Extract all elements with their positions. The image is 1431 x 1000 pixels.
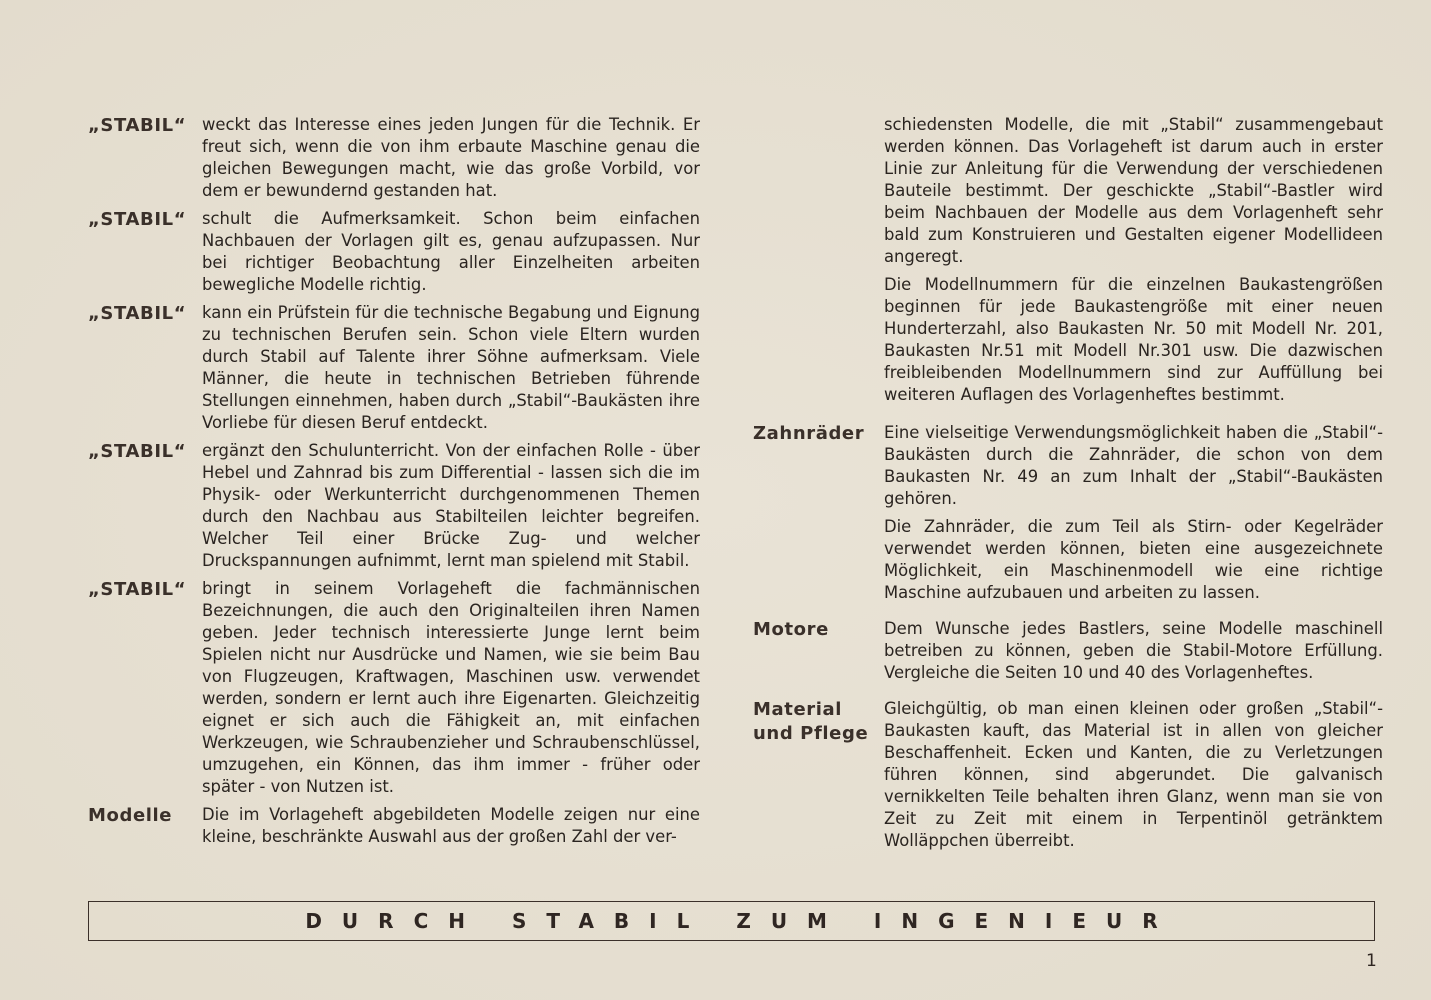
stabil-entry-terminology	[88, 578, 700, 798]
stabil-entry-attention	[88, 208, 700, 296]
stabil-entry-school	[88, 440, 700, 572]
page-number: 1	[1366, 951, 1377, 971]
entry-text: schult die Aufmerksamkeit. Schon beim einfachen Nachbauen der Vorlagen gilt es, genau aufzupassen. Nur bei richtiger Beobachtung aller Einzelheiten arbeiten bewegliche Modelle richtig.	[202, 209, 700, 294]
left-column	[88, 114, 700, 854]
entry-term	[753, 698, 884, 852]
entry-paragraph: Eine vielseitige Verwendungsmöglichkeit haben die „Stabil“-Baukästen durch die Zahnräder, die schon von dem Baukasten Nr. 49 an zum Inhalt der „Stabil“-Baukästen gehören.	[884, 423, 1383, 508]
entry-term-line: und Pflege	[753, 723, 869, 744]
entry-term: Motore	[753, 619, 829, 640]
entry-body	[884, 618, 1383, 684]
right-column	[753, 114, 1383, 858]
material-entry	[753, 698, 1383, 852]
entry-paragraph: Gleichgültig, ob man einen kleinen oder großen „Stabil“-Baukasten kauft, das Material ist in allen von gleicher Beschaffenheit. Ecken und Kanten, die zu Verletzungen führen können, sind abgerundet. Die galvanisch vernikkelten Teile behalten ihren Glanz, wenn man sie von Zeit zu Zeit mit einem in Terpentinöl getränktem Wolläppchen überreibt.	[884, 699, 1383, 850]
entry-term: „STABIL“	[88, 303, 187, 324]
entry-paragraph: Dem Wunsche jedes Bastlers, seine Modelle maschinell betreiben zu können, geben die Stabil-Motore Erfüllung. Vergleiche die Seiten 10 und 40 des Vorlagenheftes.	[884, 619, 1383, 682]
entry-body	[884, 422, 1383, 604]
stabil-entry-interest	[88, 114, 700, 202]
zahnraeder-entry	[753, 422, 1383, 604]
entry-term: „STABIL“	[88, 441, 187, 462]
entry-text: bringt in seinem Vorlageheft die fachmännischen Bezeichnungen, die auch den Originalteilen ihren Namen geben. Jeder technisch interessierte Junge lernt beim Spielen nicht nur Ausdrücke und Namen, wie sie beim Bau von Flugzeugen, Kraftwagen, Maschinen usw. verwendet werden, sondern er lernt auch ihre Eigenarten. Gleichzeitig eignet er sich auch die Fähigkeit an, mit einfachen Werkzeugen, wie Schraubenzieher und Schraubenschlüssel, umzugehen, ein Können, das ihm immer - früher oder später - von Nutzen ist.	[202, 579, 700, 796]
continuation-paragraph: Die Modellnummern für die einzelnen Baukastengrößen beginnen für jede Baukastengröße mit einer neuen Hunderterzahl, also Baukasten Nr. 50 mit Modell Nr. 201, Baukasten Nr.51 mit Modell Nr.301 usw. Die dazwischen freibleibenden Modellnummern sind zur Auffüllung bei weiteren Auflagen des Vorlagenheftes bestimmt.	[884, 275, 1383, 404]
entry-body	[884, 698, 1383, 852]
motore-entry	[753, 618, 1383, 684]
stabil-entry-aptitude	[88, 302, 700, 434]
slogan-text: DURCH STABIL ZUM INGENIEUR	[305, 909, 1178, 933]
entry-text: weckt das Interesse eines jeden Jungen für die Technik. Er freut sich, wenn die von ihm erbaute Maschine genau die gleichen Bewegungen macht, wie das große Vorbild, vor dem er bewundernd gestanden hat.	[202, 115, 700, 200]
entry-paragraph: Die Zahnräder, die zum Teil als Stirn- oder Kegelräder verwendet werden können, bieten eine ausgezeichnete Möglichkeit, ein Maschinenmodell wie eine richtige Maschine aufzubauen und arbeiten zu lassen.	[884, 517, 1383, 602]
entry-text: ergänzt den Schulunterricht. Von der einfachen Rolle - über Hebel und Zahnrad bis zum Differential - lassen sich die im Physik- oder Werkunterricht durchgenommenen Themen durch den Nachbau aus Stabilteilen leichter begreifen. Welcher Teil einer Brücke Zug- und welcher Druckspannungen aufnimmt, lernt man spielend mit Stabil.	[202, 441, 700, 570]
continuation-paragraph: schiedensten Modelle, die mit „Stabil“ zusammengebaut werden können. Das Vorlageheft ist darum auch in erster Linie zur Anleitung für die Verwendung der verschiedenen Bauteile bestimmt. Der geschickte „Stabil“-Bastler wird beim Nachbauen der Modelle aus dem Vorlagenheft sehr bald zum Konstruieren und Gestalten eigener Modellideen angeregt.	[884, 115, 1383, 266]
entry-term: „STABIL“	[88, 579, 187, 600]
entry-text: kann ein Prüfstein für die technische Begabung und Eignung zu technischen Berufen sein. Schon viele Eltern wurden durch Stabil auf Talente ihrer Söhne aufmerksam. Viele Männer, die heute in technischen Betrieben führende Stellungen einnehmen, haben durch „Stabil“-Baukästen ihre Vorliebe für diesen Beruf entdeckt.	[202, 303, 700, 432]
slogan-banner	[88, 901, 1375, 941]
entry-term: Zahnräder	[753, 423, 865, 444]
modelle-continuation	[884, 114, 1383, 406]
entry-term: „STABIL“	[88, 209, 187, 230]
modelle-entry	[88, 804, 700, 848]
entry-text: Die im Vorlageheft abgebildeten Modelle zeigen nur eine kleine, beschränkte Auswahl aus der großen Zahl der ver-	[202, 805, 700, 846]
entry-term: Modelle	[88, 805, 173, 826]
entry-term-line: Material	[753, 699, 843, 720]
entry-term: „STABIL“	[88, 115, 187, 136]
